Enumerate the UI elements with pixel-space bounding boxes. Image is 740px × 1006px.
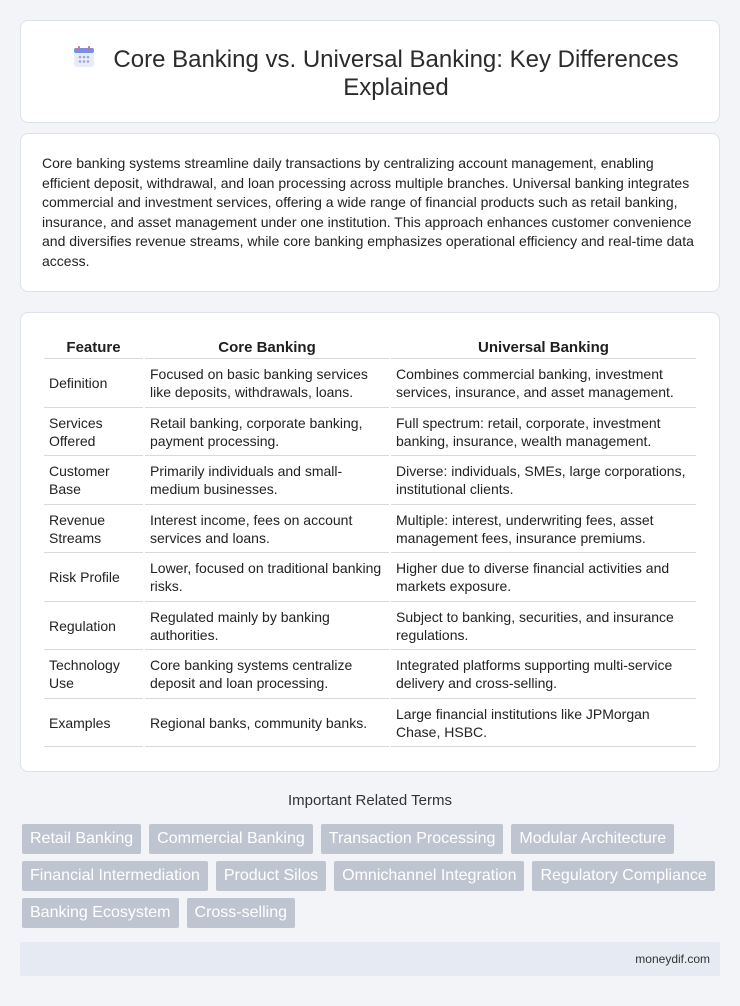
core-cell: Primarily individuals and small-medium businesses. [145, 457, 389, 505]
intro-card [20, 133, 720, 292]
header-universal-banking: Universal Banking [391, 334, 696, 359]
universal-cell: Multiple: interest, underwriting fees, asset management fees, insurance premiums. [391, 506, 696, 554]
core-cell: Retail banking, corporate banking, payment processing. [145, 409, 389, 457]
footer-site-link[interactable]: moneydif.com [635, 952, 710, 966]
core-cell: Focused on basic banking services like deposits, withdrawals, loans. [145, 360, 389, 408]
table-row [44, 651, 696, 699]
core-cell: Regulated mainly by banking authorities. [145, 603, 389, 651]
tag-regulatory-compliance[interactable]: Regulatory Compliance [532, 861, 714, 891]
table-row [44, 554, 696, 602]
table-row [44, 457, 696, 505]
page-title: Core Banking vs. Universal Banking: Key Differences Explained [113, 46, 679, 101]
tag-retail-banking[interactable]: Retail Banking [22, 824, 141, 854]
related-terms-title: Important Related Terms [288, 792, 452, 809]
universal-cell: Subject to banking, securities, and insurance regulations. [391, 603, 696, 651]
table-header-row [44, 334, 696, 359]
tag-cross-selling[interactable]: Cross-selling [187, 898, 295, 928]
intro-paragraph: Core banking systems streamline daily transactions by centralizing account management, enabling efficient deposit, withdrawal, and loan processing across multiple branches. Universal banking integrates commercial and investment services, offering a wide range of financial products such as retail banking, insurance, and asset management under one institution. This approach enhances customer convenience and diversifies revenue streams, while core banking emphasizes operational efficiency and real-time data access. [42, 155, 694, 269]
feature-cell: Regulation [44, 603, 143, 651]
tag-product-silos[interactable]: Product Silos [216, 861, 326, 891]
core-cell: Regional banks, community banks. [145, 700, 389, 748]
feature-cell: Technology Use [44, 651, 143, 699]
related-terms-list [22, 824, 722, 928]
universal-cell: Diverse: individuals, SMEs, large corporations, institutional clients. [391, 457, 696, 505]
feature-cell: Services Offered [44, 409, 143, 457]
table-row [44, 409, 696, 457]
feature-cell: Examples [44, 700, 143, 748]
table-row [44, 506, 696, 554]
core-cell: Lower, focused on traditional banking risks. [145, 554, 389, 602]
universal-cell: Large financial institutions like JPMorgan Chase, HSBC. [391, 700, 696, 748]
feature-cell: Risk Profile [44, 554, 143, 602]
tag-omnichannel-integration[interactable]: Omnichannel Integration [334, 861, 524, 891]
tag-financial-intermediation[interactable]: Financial Intermediation [22, 861, 208, 891]
comparison-card [20, 312, 720, 772]
tag-transaction-processing[interactable]: Transaction Processing [321, 824, 504, 854]
tag-modular-architecture[interactable]: Modular Architecture [511, 824, 674, 854]
table-row [44, 700, 696, 748]
tag-commercial-banking[interactable]: Commercial Banking [149, 824, 313, 854]
universal-cell: Higher due to diverse financial activities and markets exposure. [391, 554, 696, 602]
table-row [44, 603, 696, 651]
feature-cell: Customer Base [44, 457, 143, 505]
title-card [20, 20, 720, 123]
tag-banking-ecosystem[interactable]: Banking Ecosystem [22, 898, 179, 928]
universal-cell: Full spectrum: retail, corporate, investment banking, insurance, wealth management. [391, 409, 696, 457]
core-cell: Interest income, fees on account services and loans. [145, 506, 389, 554]
feature-cell: Definition [44, 360, 143, 408]
feature-cell: Revenue Streams [44, 506, 143, 554]
core-cell: Core banking systems centralize deposit and loan processing. [145, 651, 389, 699]
universal-cell: Integrated platforms supporting multi-service delivery and cross-selling. [391, 651, 696, 699]
universal-cell: Combines commercial banking, investment services, insurance, and asset management. [391, 360, 696, 408]
comparison-table [42, 333, 698, 748]
header-core-banking: Core Banking [145, 334, 389, 359]
table-row [44, 360, 696, 408]
footer [20, 942, 720, 976]
header-feature: Feature [44, 334, 143, 359]
